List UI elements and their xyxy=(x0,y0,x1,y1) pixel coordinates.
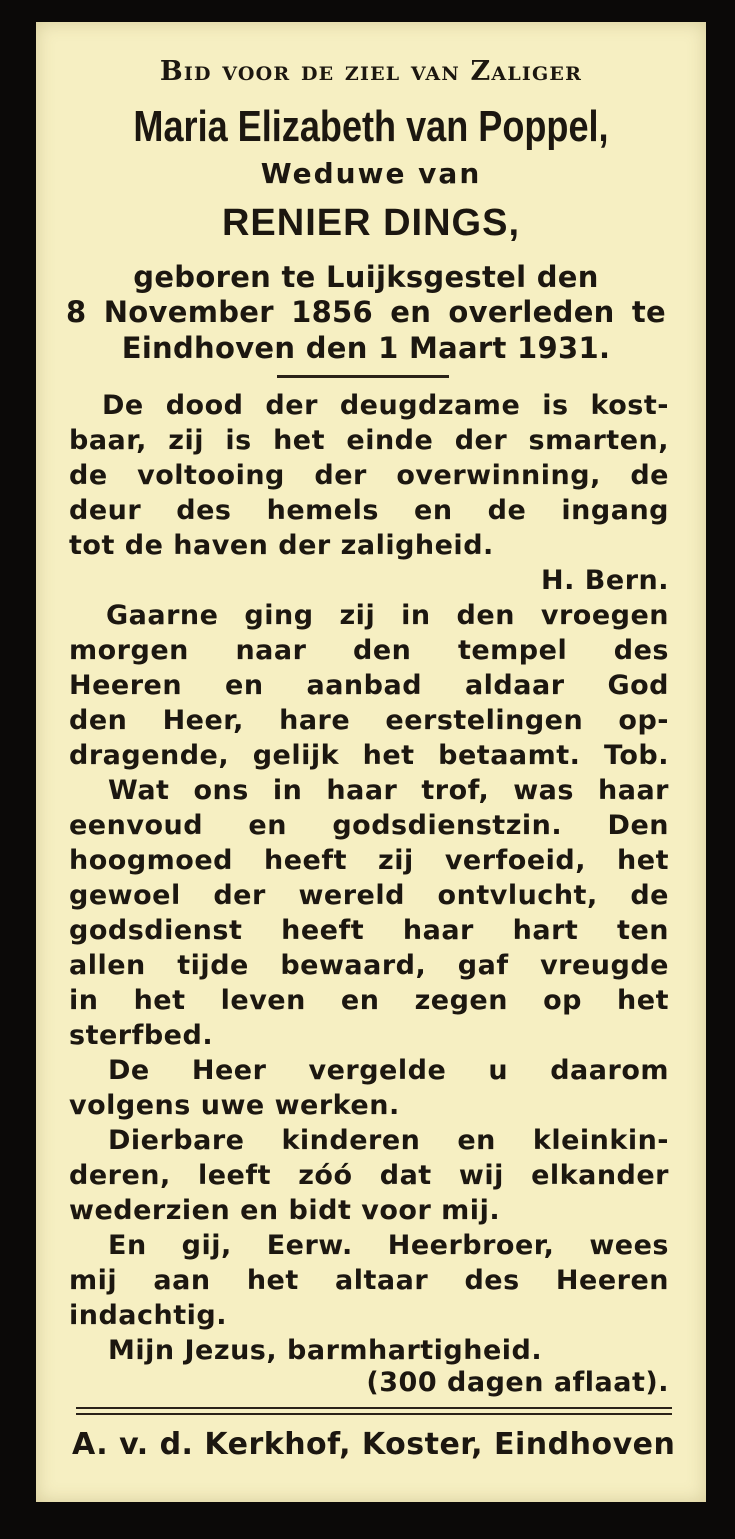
text-line: in het leven en zegen op het xyxy=(69,985,669,1016)
husband-name: RENIER DINGS, xyxy=(221,202,521,244)
text-line: de voltooing der overwinning, de xyxy=(69,460,669,491)
dates-line-3: Eindhoven den 1 Maart 1931. xyxy=(121,331,611,365)
divider-short xyxy=(277,375,449,378)
indulgence-note: (300 dagen aflaat). xyxy=(366,1367,669,1398)
text-line: Wat ons in haar trof, was haar xyxy=(108,775,669,806)
text-line: tot de haven der zaligheid. xyxy=(69,530,494,561)
text-line: Heeren en aanbad aldaar God xyxy=(69,670,669,701)
text-line: hoogmoed heeft zij verfoeid, het xyxy=(69,845,669,876)
text-line: morgen naar den tempel des xyxy=(69,635,669,666)
text-line: deren, leeft zóó dat wij elkander xyxy=(69,1160,669,1191)
divider-long-top xyxy=(76,1407,672,1409)
text-line: deur des hemels en de ingang xyxy=(69,495,669,526)
text-line: volgens uwe werken. xyxy=(69,1090,400,1121)
text-line: baar, zij is het einde der smarten, xyxy=(69,425,669,456)
text-line: Mijn Jezus, barmhartigheid. xyxy=(108,1335,543,1366)
text-line: eenvoud en godsdienstzin. Den xyxy=(69,810,669,841)
text-line: dragende, gelijk het betaamt. Tob. xyxy=(69,740,669,771)
text-line: mij aan het altaar des Heeren xyxy=(69,1265,669,1296)
dates-line-2: 8 November 1856 en overleden te xyxy=(66,295,666,329)
text-line: De Heer vergelde u daarom xyxy=(108,1055,669,1086)
widow-of-label: Weduwe van xyxy=(260,157,482,190)
divider-long-bottom xyxy=(76,1413,672,1415)
quote-attribution: H. Bern. xyxy=(541,565,669,596)
text-line: wederzien en bidt voor mij. xyxy=(69,1195,501,1226)
text-line: indachtig. xyxy=(69,1300,227,1331)
text-line: De dood der deugdzame is kost- xyxy=(102,390,669,421)
text-line: En gij, Eerw. Heerbroer, wees xyxy=(108,1230,669,1261)
memorial-card xyxy=(36,22,706,1502)
dates-line-1: geboren te Luijksgestel den xyxy=(133,260,599,294)
deceased-name: Maria Elizabeth van Poppel, xyxy=(133,102,609,151)
prayer-heading: Bid voor de ziel van Zaliger xyxy=(159,56,583,87)
text-line: godsdienst heeft haar hart ten xyxy=(69,915,669,946)
text-line: gewoel der wereld ontvlucht, de xyxy=(69,880,669,911)
text-line: Gaarne ging zij in den vroegen xyxy=(106,600,669,631)
text-line: den Heer, hare eerstelingen op- xyxy=(69,705,669,736)
text-line: Dierbare kinderen en kleinkin- xyxy=(108,1125,669,1156)
printer-credit: A. v. d. Kerkhof, Koster, Eindhoven xyxy=(72,1427,676,1462)
text-line: allen tijde bewaard, gaf vreugde xyxy=(69,950,669,981)
text-line: sterfbed. xyxy=(69,1020,214,1051)
